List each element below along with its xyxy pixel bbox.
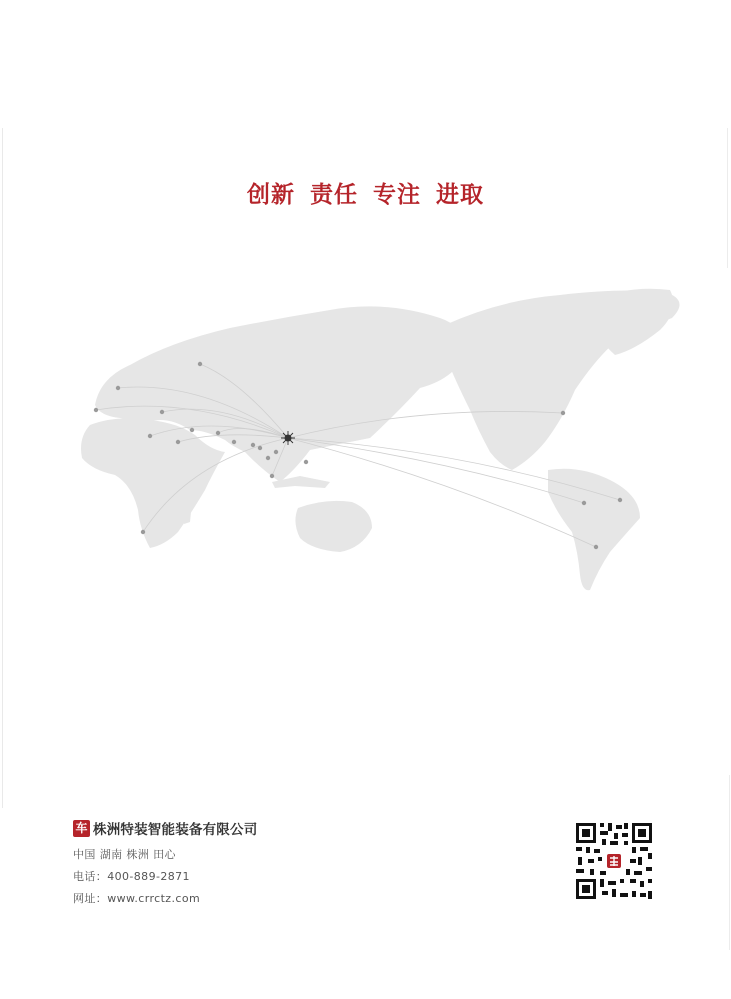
qr-code-icon[interactable] [574,821,654,901]
phone-label: 电话： [73,870,108,883]
world-map [0,270,731,620]
crrc-logo-icon: 车 [73,820,90,837]
right-margin-rule-lower [729,775,730,950]
slogan: 创新 责任 专注 进取 [246,182,485,208]
web-url[interactable]: www.crrctz.com [107,892,201,905]
company-location: 中国 湖南 株洲 田心 [73,848,176,861]
hub-star [281,431,295,445]
africa-landmass [81,418,225,548]
phone-number: 400-889-2871 [107,870,190,883]
south-america-landmass [548,469,640,590]
company-name: 株洲特装智能装备有限公司 [93,822,258,838]
company-phone [73,868,257,884]
australia-landmass [295,501,372,552]
web-label: 网址： [73,892,108,905]
company-website [73,890,257,906]
company-line [73,818,257,838]
footer-contact [73,818,257,906]
